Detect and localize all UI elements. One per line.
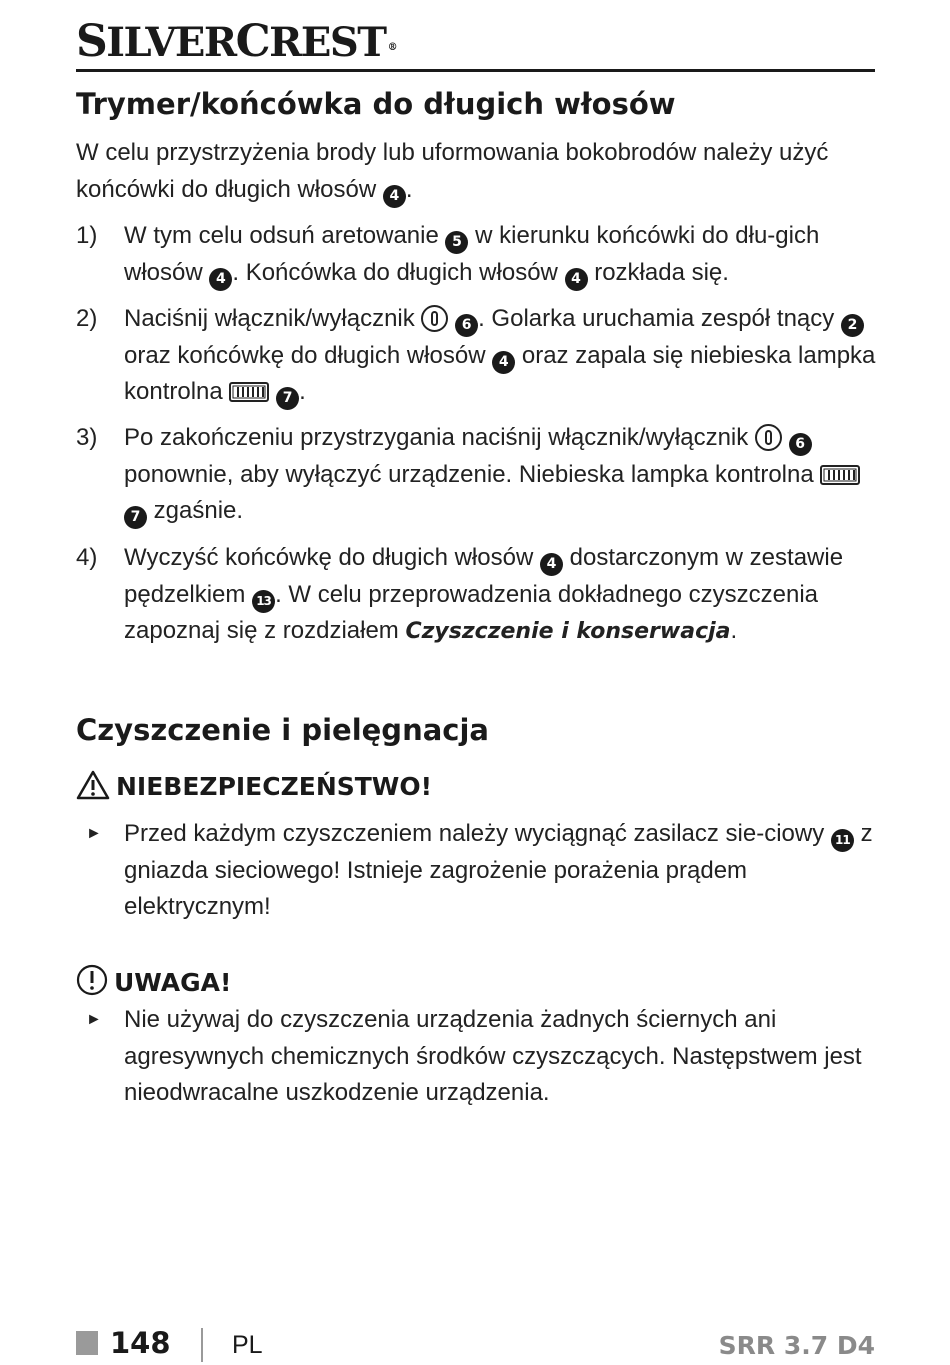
chapter-reference: Czyszczenie i konserwacja [405, 619, 731, 644]
registered-mark: ® [387, 42, 397, 53]
language-code: PL [232, 1331, 263, 1359]
part-number-badge: 6 [789, 433, 812, 456]
power-switch-icon [421, 305, 448, 332]
part-number-badge: 2 [841, 314, 864, 337]
control-lamp-icon [229, 381, 269, 403]
step-number: 4) [76, 544, 98, 571]
step-2: 2) Naciśnij włącznik/wyłącznik 6 . Golarka uruchamia zespół tnący 2 oraz końcówkę do długich włosów 4 oraz zapala się niebieska lampka kontrolna 7 . [76, 301, 876, 411]
step-4: 4) Wyczyść końcówkę do długich włosów 4 dostarczonym w zestawie pędzelkiem 13 . W celu przeprowadzenia dokładnego czyszczenia zapoznaj się z rozdziałem Czyszczenie i konserwacja. [76, 540, 876, 651]
caution-label: UWAGA! [114, 968, 232, 997]
part-number-badge: 4 [492, 351, 515, 374]
step-number: 2) [76, 305, 98, 332]
part-number-badge: 4 [209, 268, 232, 291]
right-pointer-icon: ► [86, 1011, 102, 1028]
brand-logo: SILVERCREST ® [76, 16, 397, 67]
section-title-trimmer: Trymer/końcówka do długich włosów [76, 87, 676, 121]
danger-heading [76, 770, 432, 804]
section-intro: W celu przystrzyżenia brody lub uformowania bokobrodów należy użyć końcówki do długich włosów 4 . [76, 135, 876, 208]
page-number: 148 [110, 1326, 171, 1360]
footer-marker [76, 1331, 98, 1355]
step-number: 1) [76, 222, 98, 249]
caution-bullet [76, 1002, 876, 1112]
part-number-badge: 5 [445, 231, 468, 254]
part-number-badge: 11 [831, 829, 854, 852]
danger-label: NIEBEZPIECZEŃSTWO! [116, 772, 433, 801]
step-1: 1) W tym celu odsuń aretowanie 5 w kierunku końcówki do dłu-gich włosów 4 . Końcówka do długich włosów 4 rozkłada się. [76, 218, 876, 291]
caution-text: Nie używaj do czyszczenia urządzenia żadnych ściernych ani agresywnych chemicznych środków czyszczących. Następstwem jest nieodwracalne uszkodzenie urządzenia. [124, 1006, 862, 1106]
model-number: SRR 3.7 D4 [718, 1331, 875, 1360]
part-number-badge: 7 [124, 506, 147, 529]
part-number-badge: 6 [455, 314, 478, 337]
exclamation-circle-icon [76, 964, 108, 996]
caution-heading [76, 964, 231, 1000]
part-number-badge: 4 [383, 185, 406, 208]
right-pointer-icon: ► [86, 825, 102, 842]
header-rule [76, 69, 875, 72]
part-number-badge: 4 [565, 268, 588, 291]
part-number-badge: 4 [540, 553, 563, 576]
part-number-badge: 13 [252, 590, 275, 613]
step-number: 3) [76, 424, 98, 451]
warning-triangle-icon [76, 770, 110, 800]
header [76, 14, 875, 72]
power-switch-icon [755, 424, 782, 451]
section-title-cleaning: Czyszczenie i pielęgnacja [76, 713, 489, 747]
danger-bullet: ► Przed każdym czyszczeniem należy wyciągnąć zasilacz sie-ciowy 11 z gniazda sieciowego! Istnieje zagrożenie porażenia prądem elektrycznym! [76, 816, 876, 926]
step-3: 3) Po zakończeniu przystrzygania naciśnij włącznik/wyłącznik 6 ponownie, aby wyłączyć urządzenie. Niebieska lampka kontrolna 7 zgaśnie. [76, 420, 876, 530]
part-number-badge: 7 [276, 387, 299, 410]
footer-divider [201, 1328, 203, 1362]
control-lamp-icon [820, 464, 860, 486]
